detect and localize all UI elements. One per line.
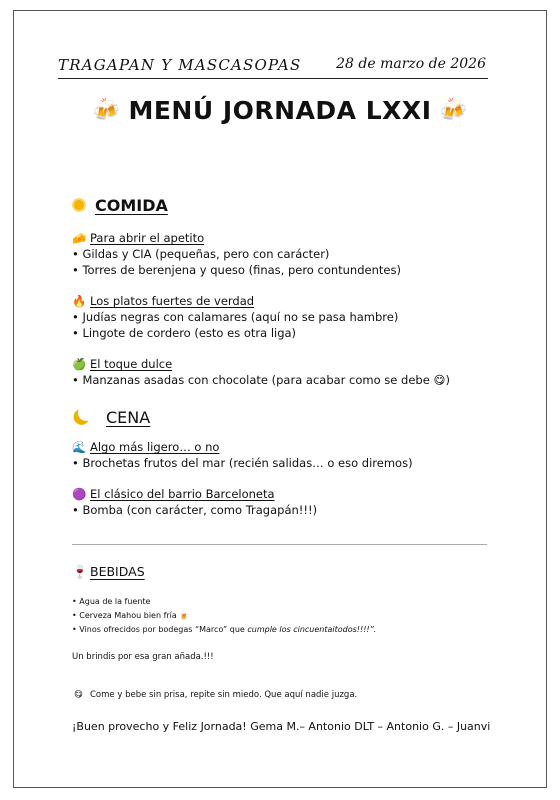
wave-icon: 🌊 [72,440,87,454]
menu-item: • Torres de berenjena y queso (finas, pero contundentes) [72,263,401,277]
menu-item: • Manzanas asadas con chocolate (para acabar como se debe 😋) [72,373,450,387]
subsection-ligero: 🌊 Algo más ligero… o no [72,440,220,454]
cheese-icon: 🧀 [72,231,87,245]
menu-page [13,10,547,788]
subsection-toque-dulce: 🍏 El toque dulce [72,357,173,371]
subsection-platos-fuertes: 🔥 Los platos fuertes de verdad [72,294,255,308]
menu-item: • Judías negras con calamares (aquí no se pasa hambre) [72,310,399,324]
drink-item: • Vinos ofrecidos por bodegas “Marco” que cumple los cincuentaitodos!!!!”. [72,625,377,634]
beer-mugs-icon: 🍻 [92,98,121,123]
brand-name: TRAGAPAN Y MASCASOPAS [58,56,302,74]
menu-title [0,96,560,125]
section-comida-heading: COMIDA [72,196,168,215]
subsection-clasico: 🟣 El clásico del barrio Barceloneta [72,487,275,501]
toast-note: Un brindis por esa gran añada.!!! [72,652,214,662]
fire-icon: 🔥 [72,294,87,308]
yum-face-icon: 😋 [74,690,83,700]
green-apple-icon: 🍏 [72,357,87,371]
advice-note: 😋 Come y bebe sin prisa, repite sin miedo. Que aquí nadie juzga. [72,690,357,700]
subsection-apetito: 🧀 Para abrir el apetito [72,231,205,245]
menu-title-text: MENÚ JORNADA LXXI [128,96,432,125]
menu-item: • Gildas y CIA (pequeñas, pero con carácter) [72,247,330,261]
purple-circle-icon: 🟣 [72,487,87,501]
section-divider [72,544,487,545]
wine-glass-icon: 🍷 [72,564,88,579]
drink-item: • Agua de la fuente [72,597,151,606]
menu-item: • Brochetas frutos del mar (recién salidas… o eso diremos) [72,456,413,470]
menu-item: • Lingote de cordero (esto es otra liga) [72,326,297,340]
section-cena-heading: CENA [72,405,150,427]
drink-item: • Cerveza Mahou bien fría 🍺 [72,611,190,620]
crescent-moon-icon [77,404,96,423]
page-header [58,56,488,79]
beer-icon: 🍺 [179,611,190,620]
beer-mugs-icon: 🍻 [439,98,468,123]
section-bebidas-heading: 🍷 BEBIDAS [72,564,145,579]
sun-icon [72,198,86,212]
menu-item: • Bomba (con carácter, como Tragapán!!!) [72,503,318,517]
closing-signature: ¡Buen provecho y Feliz Jornada! Gema M.– Antonio DLT – Antonio G. – Juanvi [72,720,491,733]
menu-date: 28 de marzo de 2026 [336,56,486,72]
yum-face-icon: 😋 [433,373,446,387]
